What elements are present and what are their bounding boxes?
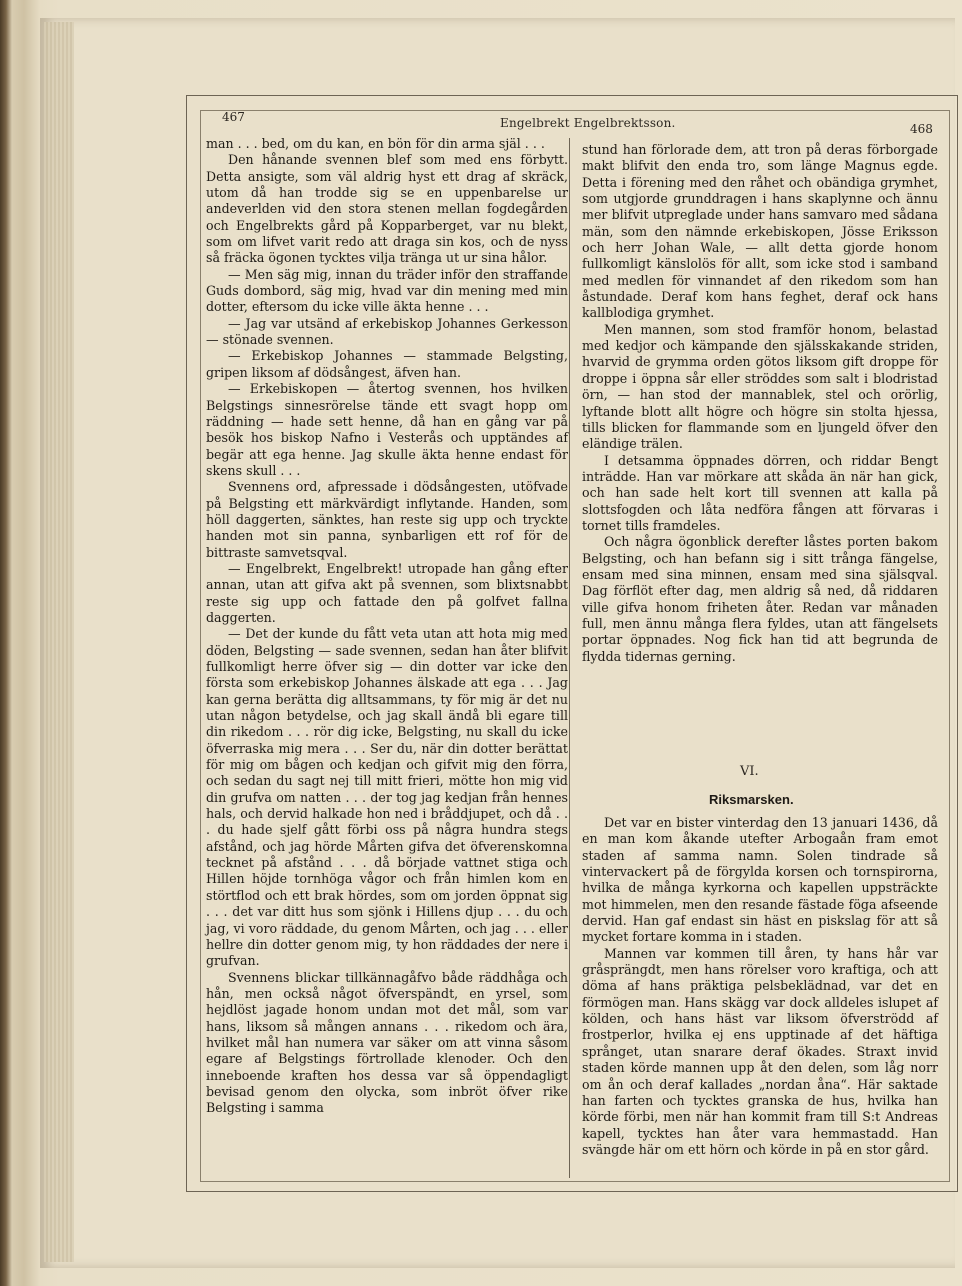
paragraph: — Erkebiskop Johannes — stammade Belgsting, gripen liksom af dödsångest, äfven han. xyxy=(206,348,568,380)
paragraph: — Jag var utsänd af erkebiskop Johannes Gerkesson — stönade svennen. xyxy=(206,315,568,348)
paragraph: Svennens ord, afpressade i dödsångesten, utöfvade på Belgsting ett märkvärdigt inflytande. Handen, som höll daggerten, sänktes, han reste sig upp och tryckte handen mot sin panna, synbarligen ett rof för de bittraste samvetsqval. xyxy=(206,479,568,560)
paragraph: stund han förlorade dem, att tron på deras förborgade makt blifvit den enda tro, som länge Magnus egde. Detta i förening med den råhet och obändiga grymhet, som utgjorde grunddragen i hans skaplynne och ännu mer blifvit utpreglade under hans samvaro med sådana män, som den nämnde erkebiskopen, Jösse Eriksson och herr Johan Wale, — allt detta gjorde honom fullkomligt känslolös för allt, som icke stod i samband med medlen för vinnandet af den rikedom som han åstundade. Deraf kom hans feghet, deraf ock hans kallblodiga grymhet. xyxy=(582,142,938,321)
running-head: Engelbrekt Engelbrektsson. xyxy=(500,116,676,130)
chapter-title: Riksmarsken. xyxy=(709,792,794,807)
paragraph: Svennens blickar tillkännagåfvo både räddhåga och hån, men också något öfverspändt, en yrsel, som hejdlöst jagade honom undan mot det mål, som var hans, liksom så mången annans . . . rikedom och ära, hvilket mål han numera var säker om att vinna såsom egare af Belgstings förtrollade klenoder. Och den inneboende kraften hos dessa var så öppendagligt bevisad genom den olycka, som inbröt öfver rike Belgsting i samma xyxy=(206,969,568,1116)
left-page-number: 467 xyxy=(222,110,245,124)
paragraph: Och några ögonblick derefter låstes porten bakom Belgsting, och han befann sig i sitt trånga fängelse, ensam med sina minnen, ensam med sina själsqval. Dag förflöt efter dag, men aldrig så ned, då riddaren ville gifva honom friheten åter. Redan var månaden full, men ännu många flera fyldes, utan att fängelsets portar öppnades. Nog fick han tid att begrunda de flydda tidernas gerning. xyxy=(582,534,938,664)
paragraph: — Det der kunde du fått veta utan att hota mig med döden, Belgsting — sade svennen, sedan han åter blifvit fullkomligt herre öfver sig — din dotter var icke den första som erkebiskop Johannes älskade att ega . . . Jag kan gerna berätta dig alltsammans, ty för mig är det nu utan någon betydelse, och jag skall ändå bli egare till din rikedom . . . rör dig icke, Belgsting, nu skall du icke öfverraska mig mera . . . Ser du, när din dotter berättat för mig om bågen och kedjan och gifvit mig den förra, och sedan du sagt nej till mitt frieri, mötte hon mig vid din grufva om natten . . . der tog jag kedjan från hennes hals, och dervid halkade hon ned i bråddjupet, och då . . . du hade sjelf gått förbi oss på några hundra stegs afstånd, och jag hörde Mårten gifva det öfverenskomna tecknet på afstånd . . . då började vattnet stiga och Hillen höjde tornhöga vågor och från himlen kom en störtflod och ett brak hördes, som om jorden öppnat sig . . . det var ditt hus som sjönk i Hillens djup . . . du och jag, vi voro räddade, du genom Mårten, och jag . . . eller hellre din dotter genom mig, ty hon räddades der nere i grufvan. xyxy=(206,626,568,969)
page-leaves-edge xyxy=(44,22,74,1262)
paragraph: I detsamma öppnades dörren, och riddar Bengt inträdde. Han var mörkare att skåda än när han gick, och han sade helt kort till svennen att kalla på slottsfogden och låta nedföra fången att förvaras i tornet tills framdeles. xyxy=(582,452,938,533)
paragraph: Det var en bister vinterdag den 13 januari 1436, då en man kom åkande utefter Arbogaån fram emot staden af samma namn. Solen tindrade så vintervackert på de förgylda korsen och tornspirorna, hvilka de många kyrkorna och kapellen uppsträckte mot himmelen, men den resande fästade föga afseende dervid. Han gaf endast sin häst en piskslag för att så mycket fortare komma in i staden. xyxy=(582,815,938,945)
paragraph: — Engelbrekt, Engelbrekt! utropade han gång efter annan, utan att gifva akt på svennen, som blixtsnabbt reste sig upp och fattade den på golfvet fallna daggerten. xyxy=(206,560,568,625)
chapter-text xyxy=(582,815,938,1158)
left-column xyxy=(206,136,568,1117)
paragraph: man . . . bed, om du kan, en bön för din arma själ . . . xyxy=(206,136,545,151)
chapter-number: VI. xyxy=(740,764,759,779)
paragraph: Men mannen, som stod framför honom, belastad med kedjor och kämpande den själsskakande striden, hvarvid de grymma orden götos liksom gift droppe för droppe i öppna sår eller ströddes som salt i blodristad örn, — han stod der mannablek, stel och orörlig, lyftande blott allt högre och högre sin stolta hjessa, tills blicken for flammande som en ljungeld öfver den eländige trälen. xyxy=(582,321,938,452)
right-column xyxy=(582,142,938,665)
paragraph: Den hånande svennen blef som med ens förbytt. Detta ansigte, som väl aldrig hyst ett drag af skräck, utom då han trodde sig se en uppenbarelse ur andeverlden vid den stora stenen mellan fogdegården och Engelbrekts gård på Kopparberget, var nu blekt, som om lifvet varit redo att draga sin kos, och de nyss så fräcka ögonen tycktes vilja tränga ut ur sina hålor. xyxy=(206,152,568,266)
column-divider xyxy=(569,138,570,1178)
right-page-number: 468 xyxy=(910,122,933,136)
paragraph: — Men säg mig, innan du träder inför den straffande Guds dombord, säg mig, hvad var din mening med min dotter, eftersom du icke ville äkta henne . . . xyxy=(206,266,568,315)
paragraph: — Erkebiskopen — återtog svennen, hos hvilken Belgstings sinnesrörelse tände ett svagt hopp om räddning — hade sett henne, då han en gång var på besök hos biskop Nafno i Vesterås och upptändes af begär att ega henne. Jag skulle äkta henne endast för skens skull . . . xyxy=(206,381,568,478)
paragraph: Mannen var kommen till åren, ty hans hår var gråsprängdt, men hans rörelser voro kraftiga, och att döma af hans präktiga pelsbeklädnad, var det en förmögen man. Hans skägg var dock alldeles islupet af kölden, och hans häst var liksom öfverströdd af frostperlor, hvilka ej ens upptinade af det häftiga språnget, utan snarare deraf ökades. Straxt invid staden körde mannen upp åt den delen, som låg norr om ån och deraf kallades „nordan åna“. Här saktade han farten och tycktes granska de hus, hvilka han körde förbi, men när han kommit fram till S:t Andreas kapell, tycktes han åter vara hemmastadd. Han svängde här om ett hörn och körde in på en stor gård. xyxy=(582,945,938,1157)
